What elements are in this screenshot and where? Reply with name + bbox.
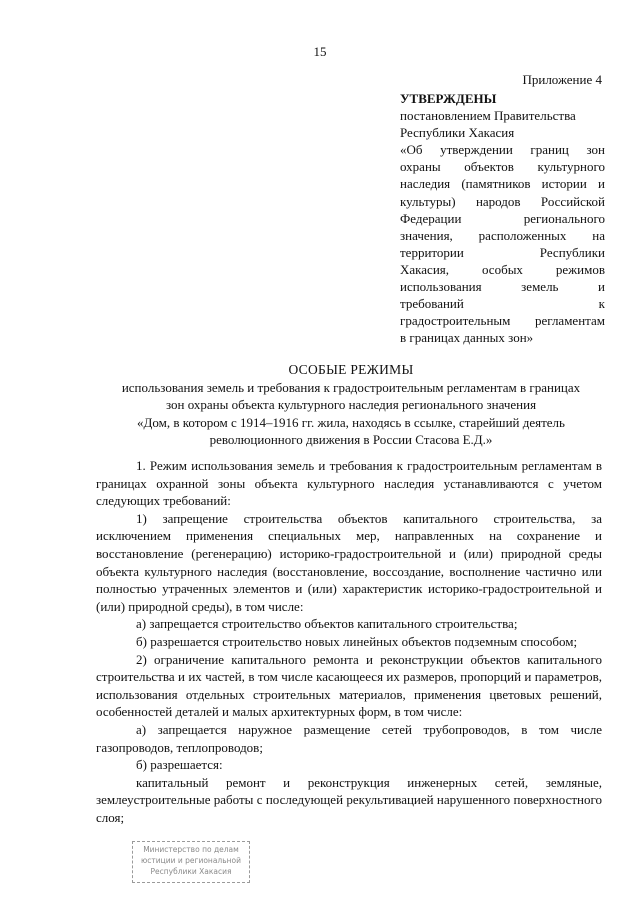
- paragraph: а) запрещается наружное размещение сетей трубопроводов, в том числе газопроводов, теплопроводов;: [96, 721, 602, 755]
- stamp-line: Министерство по делам: [143, 845, 239, 854]
- approval-line: требований к: [400, 296, 605, 312]
- paragraph: 1) запрещение строительства объектов капитального строительства, за исключением применения специальных мер, направленных на сохранение и восстановление (регенерацию) историко-градостроительной и (или) природной среды объекта культурного наследия (восстановление, воссоздание, восполнение частично или полностью утраченных элементов и (или) характеристик историко-градостроительной и (или) природной среды), в том числе:: [96, 510, 602, 614]
- heading-line: зон охраны объекта культурного наследия регионального значения: [165, 397, 537, 413]
- approval-line: наследия (памятников истории и: [400, 176, 605, 192]
- stamp-line: юстиции и региональной: [140, 856, 242, 865]
- paragraph: 2) ограничение капитального ремонта и реконструкции объектов капитального строительства и их частей, в том числе касающееся их размеров, пропорций и параметров, использования отдельных строительных материалов, применения цветовых решений, особенностей деталей и малых архитектурных форм, в том числе:: [96, 651, 602, 720]
- stamp-line: Республики Хакасия: [150, 867, 232, 876]
- approval-line: Федерации регионального: [400, 210, 605, 226]
- ministry-stamp: [132, 841, 250, 883]
- approval-line: Республики Хакасия: [400, 125, 515, 141]
- document-body: [96, 457, 602, 826]
- heading-line: революционного движения в России Стасова Е.Д.»: [209, 432, 493, 448]
- approval-line: использования земель и: [400, 279, 605, 295]
- document-heading: [96, 361, 606, 449]
- approval-line: территории Республики: [400, 244, 605, 260]
- approval-line: культуры) народов Российской: [400, 193, 605, 209]
- paragraph: капитальный ремонт и реконструкция инженерных сетей, земляные, землеустроительные работы с последующей рекультивацией нарушенного поверхностного слоя;: [96, 774, 602, 825]
- approval-block: [400, 90, 605, 346]
- paragraph: б) разрешается:: [136, 757, 223, 773]
- paragraph: 1. Режим использования земель и требования к градостроительным регламентам в границах охранной зоны объекта культурного наследия устанавливаются с учетом следующих требований:: [96, 458, 602, 509]
- approval-line: Хакасия, особых режимов: [400, 261, 605, 277]
- approval-line: в границах данных зон»: [400, 330, 534, 346]
- approval-line: градостроительным регламентам: [400, 313, 605, 329]
- approval-line: значения, расположенных на: [400, 227, 605, 243]
- page-number: 15: [313, 44, 327, 59]
- heading-line: использования земель и требования к градостроительным регламентам в границах: [121, 379, 581, 395]
- approval-line: «Об утверждении границ зон: [400, 142, 605, 158]
- approval-line: охраны объектов культурного: [400, 159, 605, 175]
- heading-line: «Дом, в котором с 1914–1916 гг. жила, находясь в ссылке, старейший деятель: [137, 414, 565, 430]
- paragraph: б) разрешается строительство новых линейных объектов подземным способом;: [136, 633, 578, 649]
- approval-line: постановлением Правительства: [400, 108, 576, 124]
- appendix-label: Приложение 4: [522, 72, 602, 87]
- paragraph: а) запрещается строительство объектов капитального строительства;: [136, 616, 518, 632]
- heading-title: ОСОБЫЕ РЕЖИМЫ: [288, 362, 414, 377]
- approval-title: УТВЕРЖДЕНЫ: [400, 91, 497, 106]
